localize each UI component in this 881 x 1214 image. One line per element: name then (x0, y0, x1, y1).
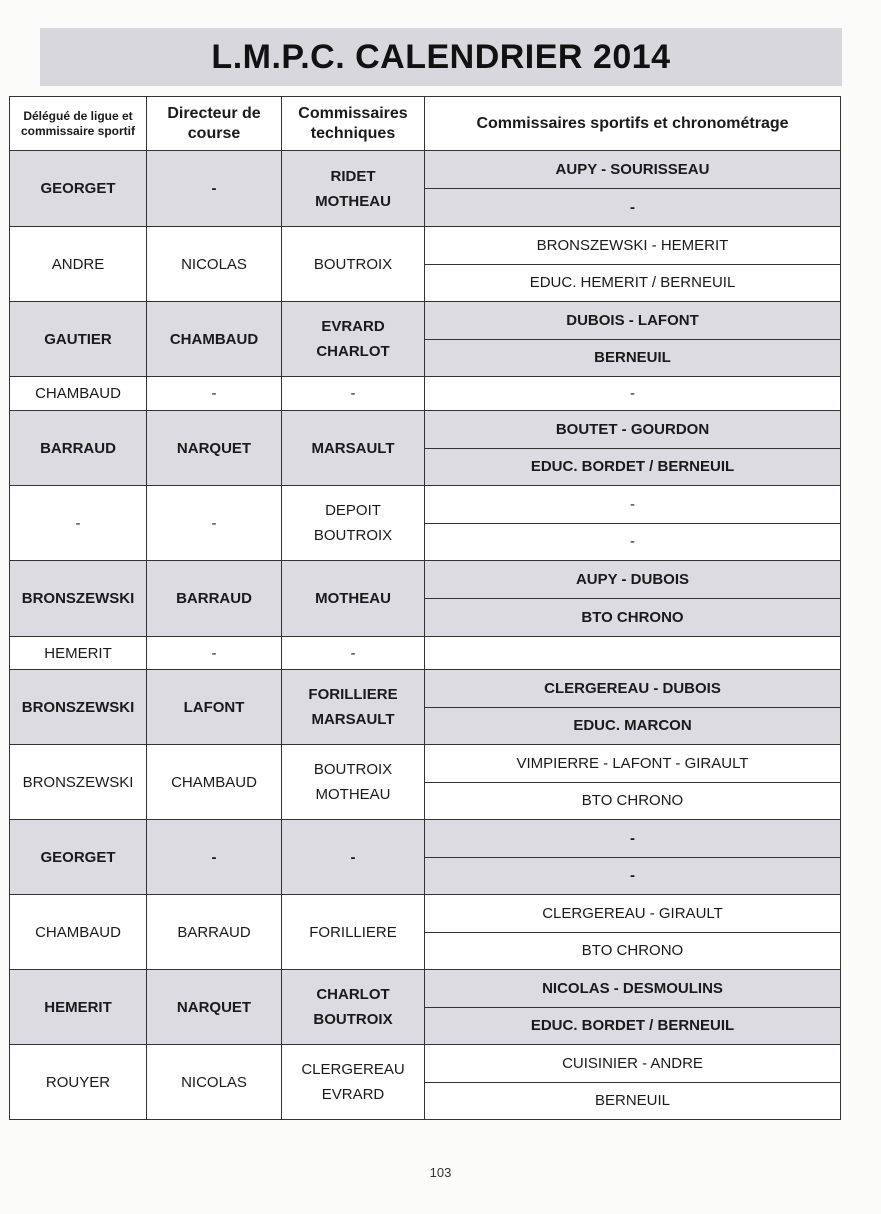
cell-sportifs (425, 377, 841, 411)
techniques-name: EVRARD (321, 1086, 385, 1103)
cell-delegue: BRONSZEWSKI (10, 670, 147, 745)
cell-sportifs (425, 561, 841, 637)
cell-delegue: GAUTIER (10, 302, 147, 377)
cell-delegue: - (10, 486, 147, 561)
cell-delegue: BRONSZEWSKI (10, 745, 147, 820)
table-row (10, 970, 841, 1045)
table-row (10, 637, 841, 670)
cell-techniques (282, 302, 425, 377)
table-row (10, 820, 841, 895)
techniques-name: FORILLIERE (308, 686, 398, 703)
table-row (10, 377, 841, 411)
sportifs-line: BERNEUIL (594, 1092, 671, 1110)
cell-directeur: - (147, 151, 282, 227)
header-sportifs: Commissaires sportifs et chronométrage (425, 97, 841, 151)
cell-directeur: BARRAUD (147, 561, 282, 637)
table-row (10, 302, 841, 377)
cell-sportifs (425, 302, 841, 377)
cell-directeur: BARRAUD (147, 895, 282, 970)
cell-directeur: NARQUET (147, 411, 282, 486)
cell-sportifs (425, 895, 841, 970)
techniques-name: RIDET (330, 167, 376, 185)
sportifs-line: AUPY - DUBOIS (425, 561, 840, 599)
techniques-name: CHARLOT (316, 343, 390, 360)
header-row (10, 97, 841, 151)
cell-techniques (282, 895, 425, 970)
cell-techniques (282, 820, 425, 895)
cell-sportifs (425, 820, 841, 895)
sportifs-line: EDUC. MARCON (573, 717, 692, 735)
cell-sportifs (425, 227, 841, 302)
techniques-name: MARSAULT (311, 439, 395, 457)
cell-sportifs (425, 151, 841, 227)
cell-techniques (282, 670, 425, 745)
sportifs-line: EDUC. BORDET / BERNEUIL (530, 1017, 735, 1035)
sportifs-line: - (425, 486, 840, 524)
cell-delegue: GEORGET (10, 151, 147, 227)
techniques-name: BOUTROIX (313, 255, 393, 273)
cell-techniques (282, 637, 425, 670)
cell-delegue: ANDRE (10, 227, 147, 302)
cell-sportifs (425, 486, 841, 561)
cell-techniques (282, 377, 425, 411)
cell-techniques (282, 227, 425, 302)
sportifs-line: CLERGEREAU - GIRAULT (425, 895, 840, 933)
cell-delegue: ROUYER (10, 1045, 147, 1120)
techniques-name: CLERGEREAU (301, 1061, 405, 1078)
cell-directeur: - (147, 637, 282, 670)
sportifs-line: CUISINIER - ANDRE (425, 1045, 840, 1083)
cell-directeur: CHAMBAUD (147, 745, 282, 820)
cell-directeur: LAFONT (147, 670, 282, 745)
sportifs-line: VIMPIERRE - LAFONT - GIRAULT (425, 745, 840, 783)
techniques-name: BOUTROIX (313, 527, 393, 544)
techniques-name: - (350, 644, 356, 662)
cell-sportifs (425, 1045, 841, 1120)
calendar-body (10, 151, 841, 1120)
cell-directeur: CHAMBAUD (147, 302, 282, 377)
cell-directeur: NARQUET (147, 970, 282, 1045)
techniques-name: FORILLIERE (309, 923, 397, 941)
cell-techniques (282, 411, 425, 486)
techniques-name: - (350, 848, 356, 866)
cell-sportifs (425, 411, 841, 486)
cell-directeur: NICOLAS (147, 227, 282, 302)
techniques-name: DEPOIT (325, 502, 381, 519)
sportifs-line: BTO CHRONO (581, 792, 684, 810)
cell-techniques (282, 486, 425, 561)
cell-techniques (282, 1045, 425, 1120)
table-row (10, 745, 841, 820)
title-band (40, 28, 842, 86)
table-row (10, 227, 841, 302)
cell-delegue: CHAMBAUD (10, 895, 147, 970)
sportifs-line: - (425, 820, 840, 858)
sportifs-line: BTO CHRONO (581, 942, 684, 960)
cell-delegue: CHAMBAUD (10, 377, 147, 411)
cell-delegue: BARRAUD (10, 411, 147, 486)
table-row (10, 1045, 841, 1120)
header-directeur: Directeur de course (147, 97, 282, 151)
table-row (10, 411, 841, 486)
cell-sportifs (425, 670, 841, 745)
techniques-name: EVRARD (321, 318, 385, 335)
techniques-name: MOTHEAU (315, 786, 391, 803)
header-techniques: Commissaires techniques (282, 97, 425, 151)
techniques-name: - (350, 385, 356, 402)
sportifs-line: BTO CHRONO (581, 609, 684, 626)
sportifs-line: EDUC. BORDET / BERNEUIL (530, 458, 735, 476)
cell-techniques (282, 151, 425, 227)
table-row (10, 561, 841, 637)
table-row (10, 895, 841, 970)
techniques-name: CHARLOT (316, 986, 390, 1003)
page-title: L.M.P.C. CALENDRIER 2014 (211, 37, 671, 76)
techniques-name: MOTHEAU (315, 192, 391, 210)
cell-techniques (282, 970, 425, 1045)
sportifs-line: BRONSZEWSKI - HEMERIT (425, 227, 840, 265)
calendar-table (9, 96, 841, 1120)
sportifs-line: BOUTET - GOURDON (425, 411, 840, 449)
sportifs-line: - (630, 199, 635, 216)
cell-directeur: - (147, 820, 282, 895)
sportifs-line: - (630, 867, 635, 885)
table-row (10, 151, 841, 227)
cell-directeur: - (147, 377, 282, 411)
table-row (10, 670, 841, 745)
cell-techniques (282, 561, 425, 637)
cell-directeur: - (147, 486, 282, 561)
techniques-name: MOTHEAU (315, 590, 391, 607)
cell-delegue: BRONSZEWSKI (10, 561, 147, 637)
cell-sportifs (425, 637, 841, 670)
techniques-name: MARSAULT (311, 711, 395, 728)
sportifs-line: - (630, 385, 635, 402)
cell-techniques (282, 745, 425, 820)
sportifs-line: CLERGEREAU - DUBOIS (425, 670, 840, 708)
sportifs-line: EDUC. HEMERIT / BERNEUIL (529, 274, 736, 292)
page-number: 103 (429, 1165, 452, 1180)
cell-delegue: HEMERIT (10, 637, 147, 670)
header-delegue: Délégué de ligue et commissaire sportif (10, 97, 147, 151)
cell-delegue: GEORGET (10, 820, 147, 895)
cell-directeur: NICOLAS (147, 1045, 282, 1120)
sportifs-line: - (630, 533, 635, 551)
cell-delegue: HEMERIT (10, 970, 147, 1045)
sportifs-line: DUBOIS - LAFONT (425, 302, 840, 340)
sportifs-line: BERNEUIL (594, 349, 671, 367)
sportifs-line: NICOLAS - DESMOULINS (425, 970, 840, 1008)
cell-sportifs (425, 970, 841, 1045)
sportifs-line: AUPY - SOURISSEAU (425, 151, 840, 189)
table-row (10, 486, 841, 561)
sportifs-line (425, 637, 840, 669)
techniques-name: BOUTROIX (313, 1011, 393, 1028)
cell-sportifs (425, 745, 841, 820)
techniques-name: BOUTROIX (313, 761, 393, 778)
